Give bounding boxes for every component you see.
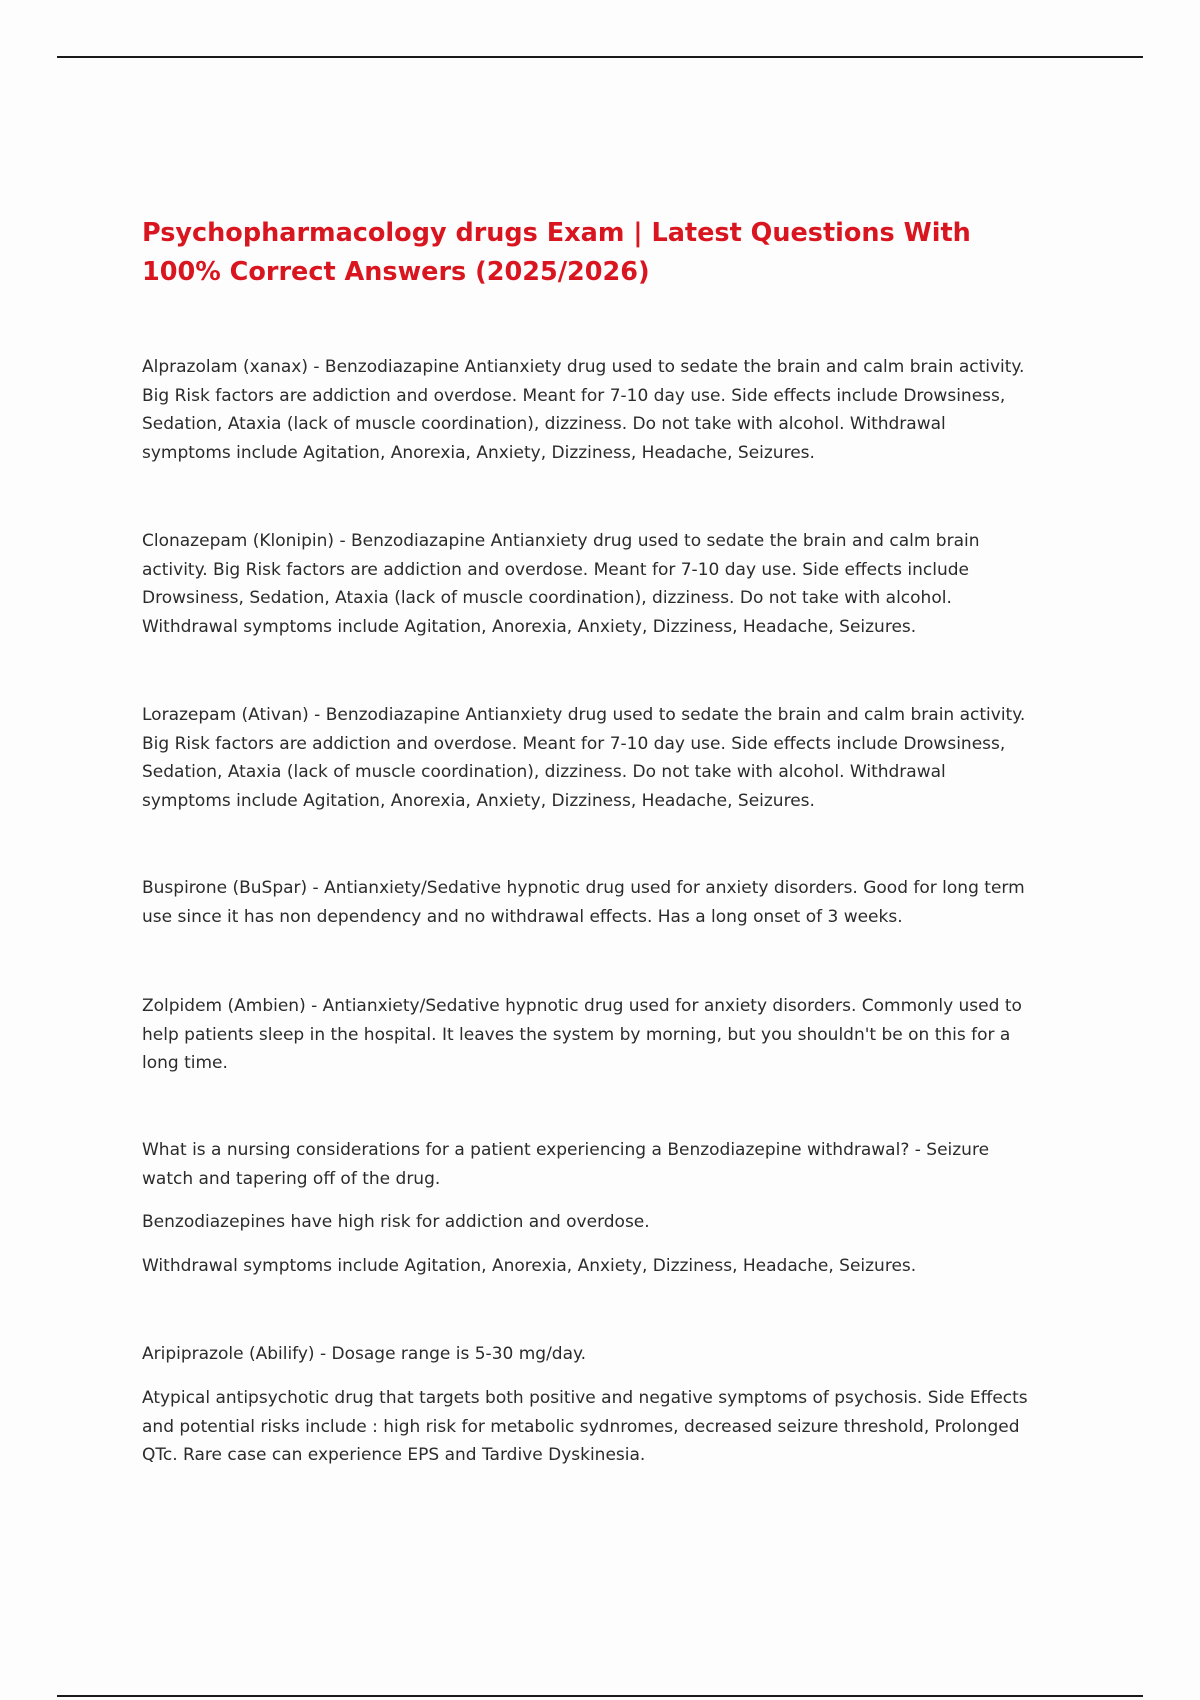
text-line: Withdrawal symptoms include Agitation, Anorexia, Anxiety, Dizziness, Headache, Seizures. [142, 1256, 917, 1276]
text-line: symptoms include Agitation, Anorexia, Anxiety, Dizziness, Headache, Seizures. [142, 790, 815, 811]
text-line: watch and tapering off of the drug. [142, 1168, 441, 1189]
text-line: Zolpidem (Ambien) - Antianxiety/Sedative hypnotic drug used for anxiety disorders. Commonly used to [142, 996, 1022, 1016]
footer-rule [57, 1695, 1143, 1697]
entry-benzodiazepine-risk [142, 1208, 1082, 1237]
text-line: Drowsiness, Sedation, Ataxia (lack of muscle coordination), dizziness. Do not take with alcohol. [142, 588, 952, 608]
entry-alprazolam [142, 353, 1082, 467]
text-line: QTc. Rare case can experience EPS and Tardive Dyskinesia. [142, 1445, 646, 1465]
header-rule [57, 56, 1143, 58]
entry-aripiprazole-details [142, 1384, 1082, 1470]
text-line: Alprazolam (xanax) - Benzodiazapine Antianxiety drug used to sedate the brain and calm brain activity. [142, 357, 1025, 377]
title-line: Psychopharmacology drugs Exam | Latest Questions With [142, 218, 971, 248]
entry-clonazepam [142, 527, 1082, 641]
entry-lorazepam [142, 701, 1082, 815]
document-title [142, 214, 1082, 292]
entry-zolpidem [142, 992, 1082, 1078]
text-line: Benzodiazepines have high risk for addiction and overdose. [142, 1212, 650, 1232]
entry-buspirone [142, 874, 1082, 931]
text-line: Buspirone (BuSpar) - Antianxiety/Sedative hypnotic drug used for anxiety disorders. Good for long term [142, 878, 1025, 898]
text-line: Atypical antipsychotic drug that targets both positive and negative symptoms of psychosis. Side Effects [142, 1388, 1028, 1408]
text-line: activity. Big Risk factors are addiction and overdose. Meant for 7-10 day use. Side effects include [142, 559, 969, 580]
text-line: Big Risk factors are addiction and overdose. Meant for 7-10 day use. Side effects include Drowsiness, [142, 385, 1006, 406]
text-line: help patients sleep in the hospital. It leaves the system by morning, but you shouldn't be on this for a [142, 1024, 1011, 1045]
entry-aripiprazole [142, 1340, 1082, 1369]
text-line: Withdrawal symptoms include Agitation, Anorexia, Anxiety, Dizziness, Headache, Seizures. [142, 616, 917, 637]
text-line: Sedation, Ataxia (lack of muscle coordination), dizziness. Do not take with alcohol. Withdrawal [142, 762, 946, 782]
text-line: use since it has non dependency and no withdrawal effects. Has a long onset of 3 weeks. [142, 906, 903, 927]
text-line: What is a nursing considerations for a patient experiencing a Benzodiazepine withdrawal? - Seizure [142, 1140, 990, 1160]
text-line: long time. [142, 1053, 228, 1073]
text-line: Sedation, Ataxia (lack of muscle coordination), dizziness. Do not take with alcohol. Withdrawal [142, 414, 946, 434]
text-line: and potential risks include : high risk for metabolic sydnromes, decreased seizure threshold, Prolonged [142, 1416, 1020, 1437]
text-line: Clonazepam (Klonipin) - Benzodiazapine Antianxiety drug used to sedate the brain and calm brain [142, 531, 980, 551]
title-line: 100% Correct Answers (2025/2026) [142, 257, 650, 287]
text-line: Aripiprazole (Abilify) - Dosage range is 5-30 mg/day. [142, 1344, 587, 1364]
text-line: symptoms include Agitation, Anorexia, Anxiety, Dizziness, Headache, Seizures. [142, 442, 815, 463]
text-line: Big Risk factors are addiction and overdose. Meant for 7-10 day use. Side effects include Drowsiness, [142, 733, 1006, 754]
entry-nursing-question [142, 1136, 1082, 1193]
entry-withdrawal-symptoms [142, 1252, 1082, 1281]
text-line: Lorazepam (Ativan) - Benzodiazapine Antianxiety drug used to sedate the brain and calm brain activity. [142, 705, 1026, 725]
